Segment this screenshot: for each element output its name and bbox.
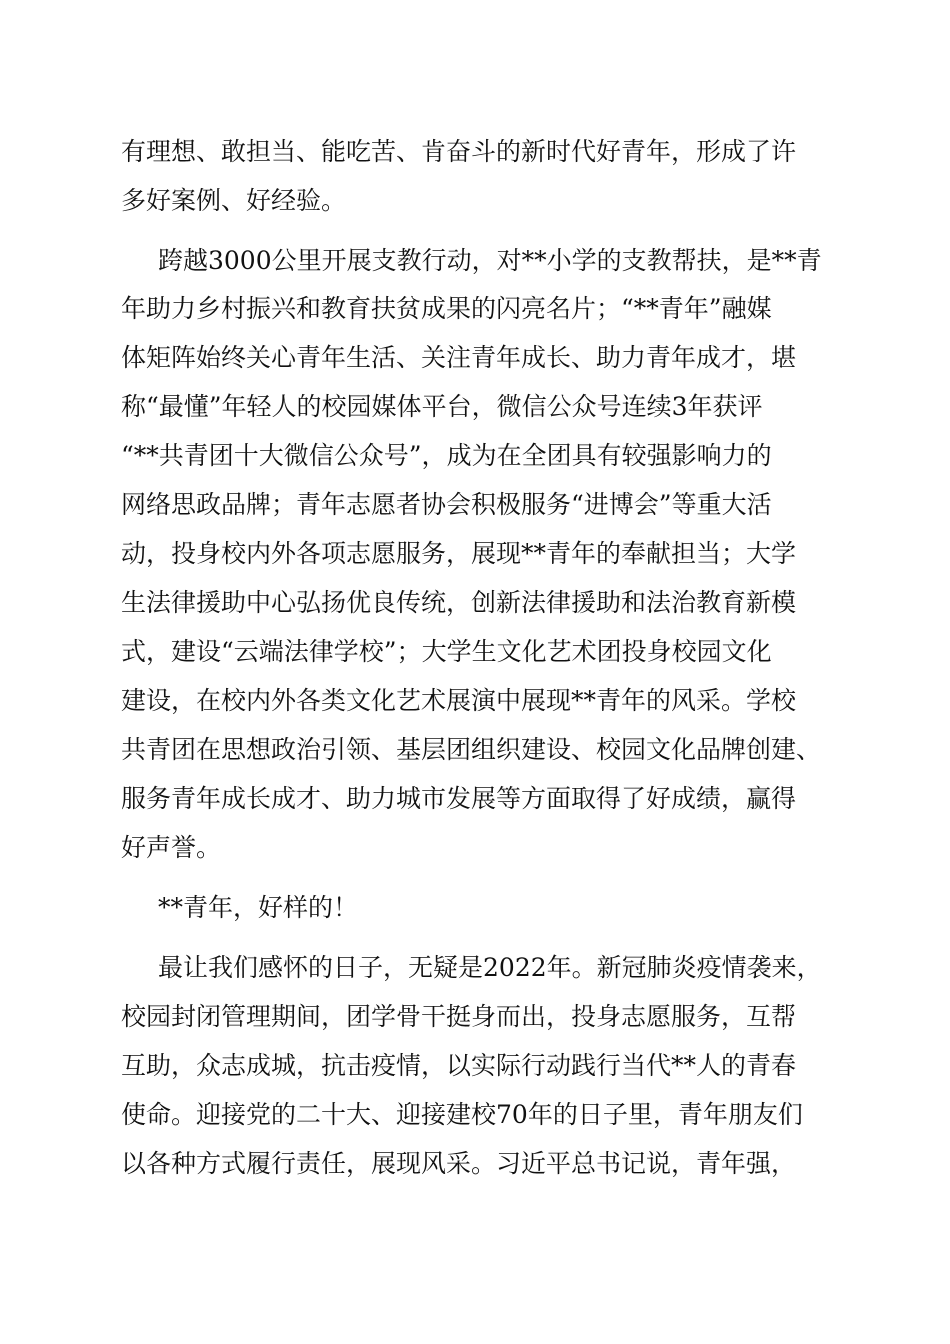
text-line: 校园封闭管理期间，团学骨干挺身而出，投身志愿服务，互帮	[121, 1002, 797, 1031]
text-line: 生法律援助中心弘扬优良传统，创新法律援助和法治教育新模	[121, 588, 797, 617]
text-line: 有理想、敢担当、能吃苦、肯奋斗的新时代好青年，形成了许	[121, 137, 797, 166]
text-line: 称“最懂”年轻人的校园媒体平台，微信公众号连续3年获评	[121, 392, 763, 421]
text-line: 体矩阵始终关心青年生活、关注青年成长、助力青年成才，堪	[121, 343, 797, 372]
text-line: “**共青团十大微信公众号”，成为在全团具有较强影响力的	[121, 441, 772, 470]
text-line: 使命。迎接党的二十大、迎接建校70年的日子里，青年朋友们	[121, 1100, 803, 1129]
text-line: 最让我们感怀的日子，无疑是2022年。新冠肺炎疫情袭来，	[158, 953, 822, 982]
text-line: 共青团在思想政治引领、基层团组织建设、校园文化品牌创建、	[121, 735, 822, 764]
text-line: 建设，在校内外各类文化艺术展演中展现**青年的风采。学校	[121, 686, 797, 715]
text-line: 互助，众志成城，抗击疫情，以实际行动践行当代**人的青春	[121, 1051, 797, 1080]
text-line: 年助力乡村振兴和教育扶贫成果的闪亮名片；“**青年”融媒	[121, 294, 772, 323]
text-line: 网络思政品牌；青年志愿者协会积极服务“进博会”等重大活	[121, 490, 772, 519]
text-line: 跨越3000公里开展支教行动，对**小学的支教帮扶，是**青	[158, 246, 822, 275]
text-line: 多好案例、好经验。	[121, 186, 347, 215]
text-line: 以各种方式履行责任，展现风采。习近平总书记说，青年强，	[121, 1149, 797, 1178]
text-line: **青年，好样的！	[158, 893, 359, 922]
text-line: 式，建设“云端法律学校”；大学生文化艺术团投身校园文化	[121, 637, 772, 666]
text-line: 动，投身校内外各项志愿服务，展现**青年的奉献担当；大学	[121, 539, 797, 568]
text-line: 服务青年成长成才、助力城市发展等方面取得了好成绩，赢得	[121, 784, 797, 813]
text-line: 好声誉。	[121, 833, 222, 862]
